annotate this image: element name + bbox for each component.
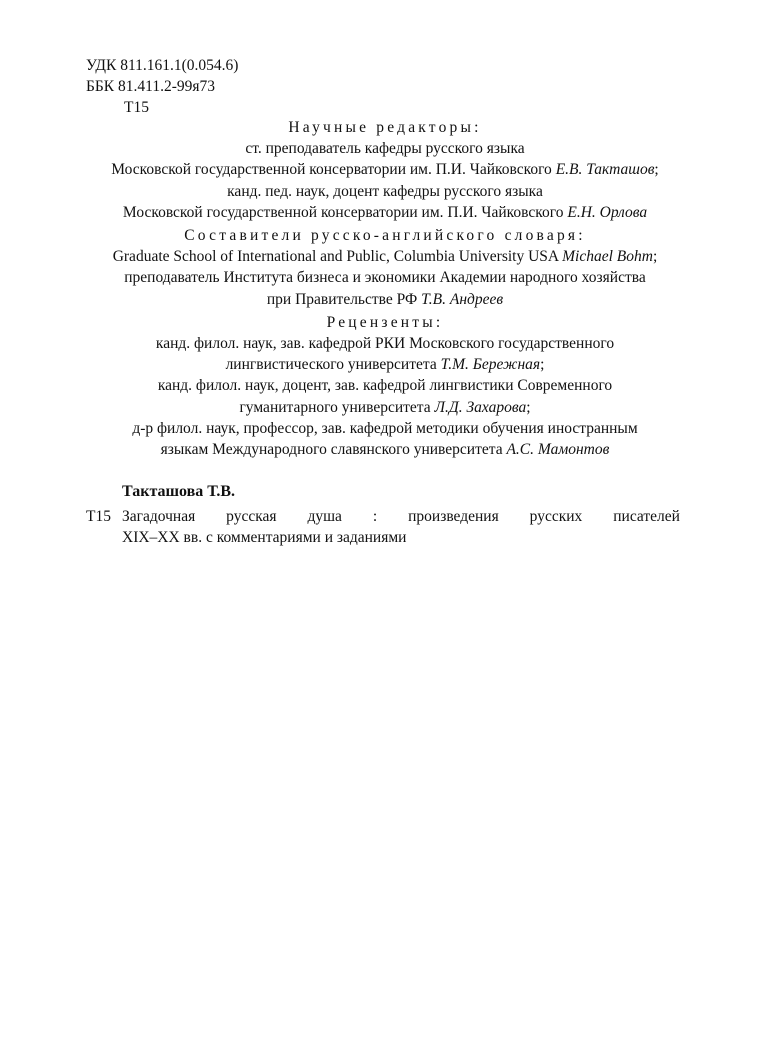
editor-2-line-1: канд. пед. наук, доцент кафедры русского языка bbox=[227, 182, 543, 200]
reviewer-1-affiliation: лингвистического университета bbox=[225, 356, 437, 374]
compiler-1-name: Michael Bohm bbox=[562, 248, 653, 266]
entry-title-line-1 bbox=[122, 506, 680, 527]
reviewer-1-line-1: канд. филол. наук, зав. кафедрой РКИ Московского государственного bbox=[155, 335, 615, 353]
reviewer-2-affiliation: гуманитарного университета bbox=[239, 398, 431, 416]
author-mark: Т15 bbox=[124, 99, 149, 116]
catalog-entry bbox=[86, 506, 680, 548]
title-word: писателей bbox=[613, 508, 680, 525]
compiler-1-line: Graduate School of International and Public, Columbia University USA Michael Bohm; bbox=[112, 248, 658, 266]
reviewer-2-line-2: гуманитарного университета Л.Д. Захарова; bbox=[239, 398, 531, 416]
editor-2-affiliation: Московской государственной консерватории им. П.И. Чайковского bbox=[122, 203, 564, 221]
title-word: русских bbox=[529, 508, 583, 525]
title-word: русская bbox=[226, 508, 277, 525]
classification-block bbox=[86, 55, 238, 118]
reviewers-heading: Рецензенты: bbox=[326, 313, 444, 331]
compiler-2-line-1: преподаватель Института бизнеса и экономики Академии народного хозяйства bbox=[124, 269, 646, 287]
entry-author: Такташова Т.В. bbox=[122, 483, 236, 500]
editor-1-line-2: Московской государственной консерватории им. П.И. Чайковского Е.В. Такташов; bbox=[111, 161, 659, 179]
entry-code: Т15 bbox=[86, 508, 111, 525]
reviewer-3-line-2 bbox=[60, 439, 710, 460]
editor-2-name: Е.Н. Орлова bbox=[567, 203, 648, 221]
editor-1-line-1: ст. преподаватель кафедры русского языка bbox=[245, 140, 525, 158]
reviewer-1-line-2: лингвистического университета Т.М. Бережная; bbox=[225, 356, 545, 374]
compiler-2-line-2 bbox=[60, 289, 710, 310]
title-word: душа bbox=[307, 508, 342, 525]
reviewer-2-name: Л.Д. Захарова bbox=[434, 398, 527, 416]
title-word: произведения bbox=[408, 508, 499, 525]
compiler-2-affiliation: при Правительстве РФ bbox=[266, 290, 418, 308]
entry-title-line-2: XIX–XX вв. с комментариями и заданиями bbox=[122, 529, 407, 546]
reviewer-3-line-1: д-р филол. наук, профессор, зав. кафедрой методики обучения иностранным bbox=[132, 419, 638, 437]
editors-heading: Научные редакторы: bbox=[288, 119, 482, 136]
reviewer-3-affiliation: языкам Международного славянского университета bbox=[160, 441, 503, 459]
title-word: Загадочная bbox=[122, 508, 196, 525]
bbk-code: ББК 81.411.2-99я73 bbox=[86, 78, 215, 95]
title-word: : bbox=[372, 508, 378, 525]
compiler-2-name: Т.В. Андреев bbox=[421, 290, 504, 308]
editor-1-name: Е.В. Такташов bbox=[555, 161, 655, 179]
udk-code: УДК 811.161.1(0.054.6) bbox=[86, 57, 239, 74]
reviewer-1-name: Т.М. Бережная bbox=[440, 356, 541, 374]
reviewer-3-name: А.С. Мамонтов bbox=[506, 441, 610, 459]
compilers-heading: Составители русско-английского словаря: bbox=[184, 227, 586, 245]
compiler-1-affiliation: Graduate School of International and Public, Columbia University USA bbox=[112, 248, 559, 266]
credits-block bbox=[60, 117, 710, 460]
editor-1-affiliation: Московской государственной консерватории им. П.И. Чайковского bbox=[111, 161, 552, 179]
editor-2-line-2 bbox=[60, 202, 710, 223]
reviewer-2-line-1: канд. филол. наук, доцент, зав. кафедрой лингвистики Современного bbox=[157, 377, 613, 395]
